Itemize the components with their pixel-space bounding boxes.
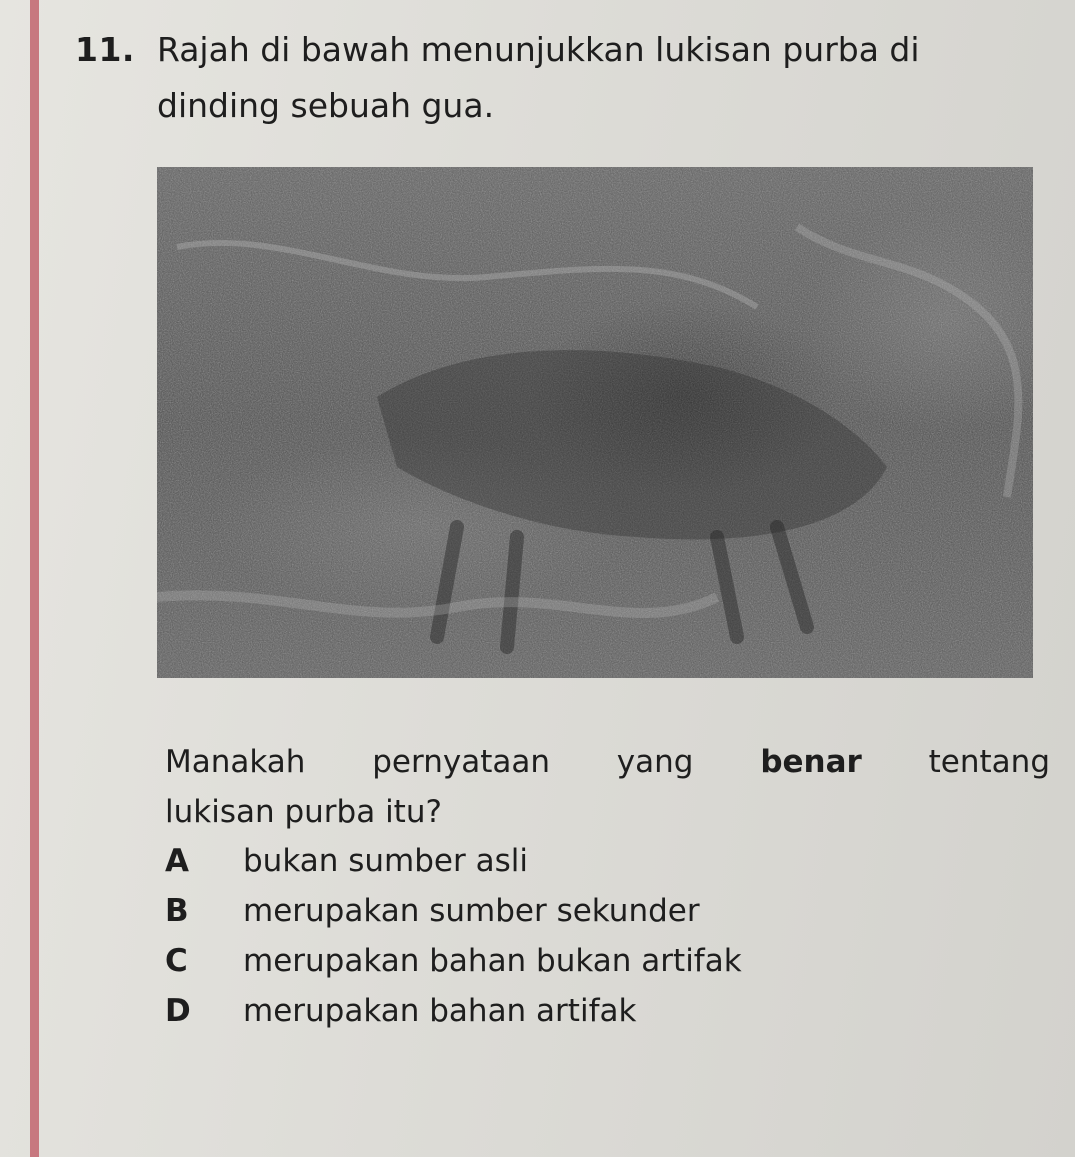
question-text-line-2: dinding sebuah gua. (157, 86, 495, 125)
option-text: merupakan bahan artifak (243, 993, 637, 1029)
margin-line (30, 0, 39, 1157)
option-letter: B (165, 893, 189, 929)
option-d[interactable] (165, 993, 636, 1029)
option-b[interactable] (165, 893, 700, 929)
option-text: bukan sumber asli (243, 843, 528, 879)
question-stem-line-2: lukisan purba itu? (165, 794, 442, 830)
question-stem-line-1 (165, 744, 1050, 780)
option-letter: A (165, 843, 189, 879)
question-number: 11. (75, 30, 135, 69)
question-text-line-1: Rajah di bawah menunjukkan lukisan purba di (157, 30, 920, 69)
cave-painting-photo (157, 167, 1033, 678)
stem-bold-word: benar (760, 744, 862, 780)
stem-text-after-bold: tentang (928, 744, 1050, 780)
option-a[interactable] (165, 843, 528, 879)
option-text: merupakan bahan bukan artifak (243, 943, 742, 979)
option-letter: C (165, 943, 188, 979)
option-c[interactable] (165, 943, 742, 979)
option-text: merupakan sumber sekunder (243, 893, 700, 929)
stem-text-before-bold: Manakah pernyataan yang (165, 744, 694, 780)
cave-painting-texture (157, 167, 1033, 678)
option-letter: D (165, 993, 191, 1029)
